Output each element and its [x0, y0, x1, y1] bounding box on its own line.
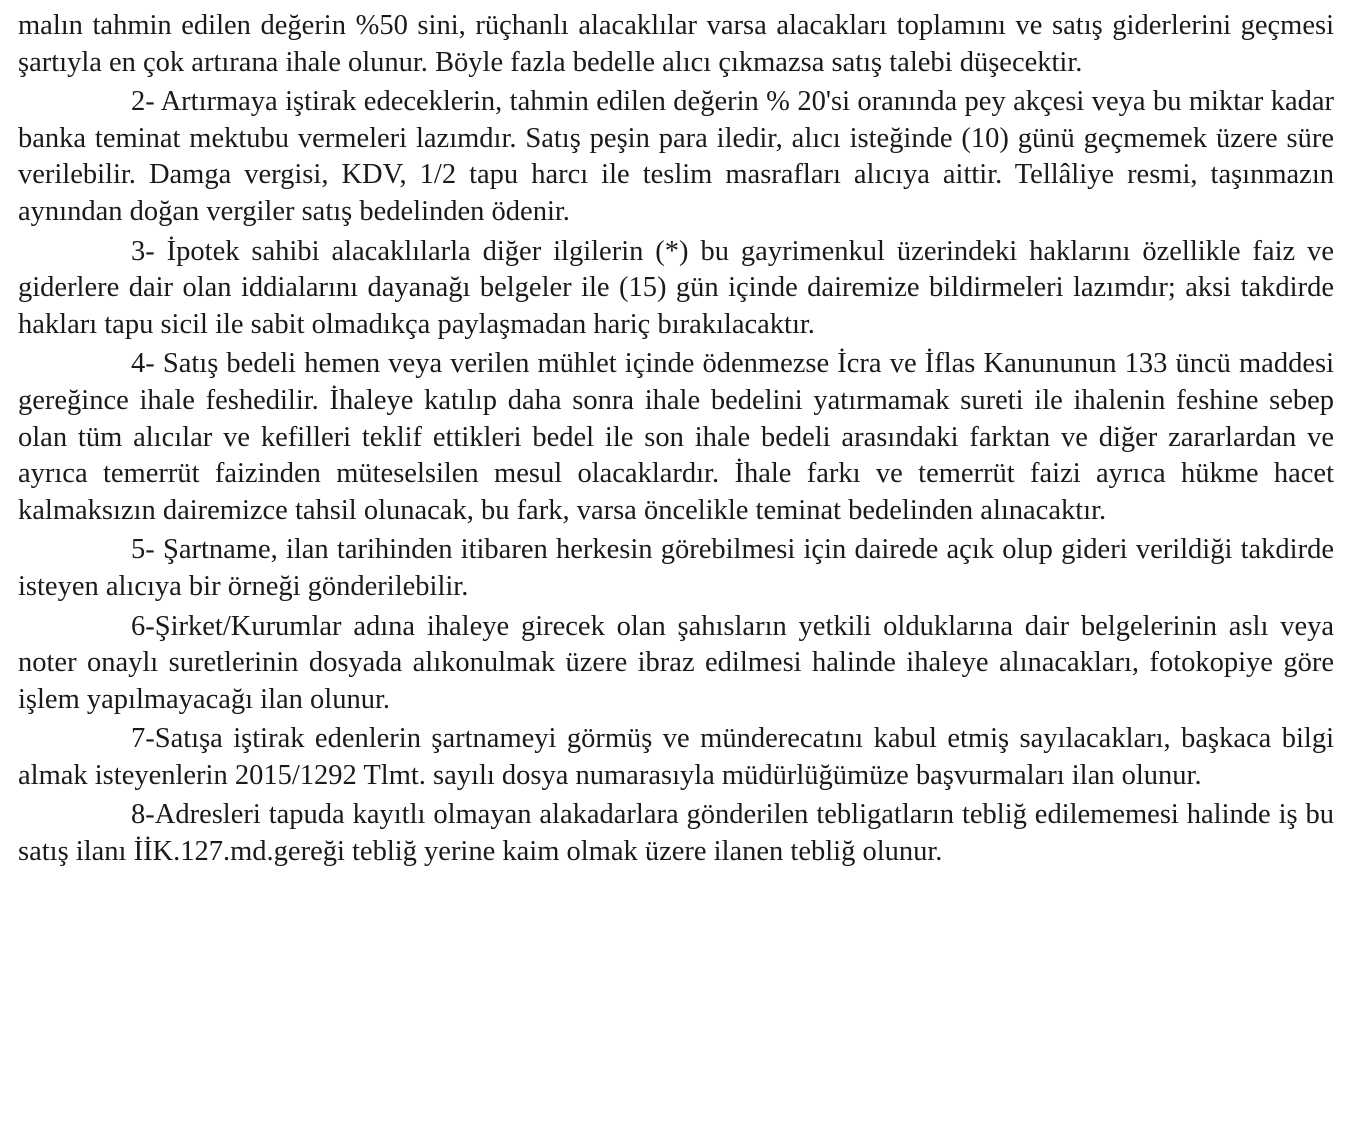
paragraph-item-4: 4- Satış bedeli hemen veya verilen mühlet içinde ödenmezse İcra ve İflas Kanununun 133 üncü maddesi gereğince ihale feshedilir. İhaleye katılıp daha sonra ihale bedelini yatırmamak sureti ile ihalenin feshine sebep olan tüm alıcılar ve kefilleri teklif ettikleri bedel ile son ihale bedeli arasındaki farktan ve diğer zararlardan ve ayrıca temerrüt faizinden müteselsilen mesul olacaklardır. İhale farkı ve temerrüt faizi ayrıca hükme hacet kalmaksızın dairemizce tahsil olunacak, bu fark, varsa öncelikle teminat bedelinden alınacaktır.	[18, 348, 1334, 526]
paragraph-item-7: 7-Satışa iştirak edenlerin şartnameyi görmüş ve münderecatını kabul etmiş sayılacakları, başkaca bilgi almak isteyenlerin 2015/1292 Tlmt. sayılı dosya numarasıyla müdürlüğümüze başvurmaları ilan olunur.	[18, 723, 1334, 791]
paragraph-continuation: malın tahmin edilen değerin %50 sini, rüçhanlı alacaklılar varsa alacakları toplamını ve satış giderlerini geçmesi şartıyla en çok artırana ihale olunur. Böyle fazla bedelle alıcı çıkmazsa satış talebi düşecektir.	[18, 10, 1334, 78]
paragraph-item-8: 8-Adresleri tapuda kayıtlı olmayan alakadarlara gönderilen tebligatların tebliğ edilememesi halinde iş bu satış ilanı İİK.127.md.gereği tebliğ yerine kaim olmak üzere ilanen tebliğ olunur.	[18, 799, 1334, 868]
paragraph-item-2: 2- Artırmaya iştirak edeceklerin, tahmin edilen değerin % 20'si oranında pey akçesi veya bu miktar kadar banka teminat mektubu vermeleri lazımdır. Satış peşin para iledir, alıcı isteğinde (10) günü geçmemek üzere süre verilebilir. Damga vergisi, KDV, 1/2 tapu harcı ile teslim masrafları alıcıya aittir. Tellâliye resmi, taşınmazın aynından doğan vergiler satış bedelinden ödenir.	[18, 86, 1334, 227]
paragraph-item-6: 6-Şirket/Kurumlar adına ihaleye girecek olan şahısların yetkili olduklarına dair belgelerinin aslı veya noter onaylı suretlerinin dosyada alıkonulmak üzere ibraz edilmesi halinde ihaleye alınacakları, fotokopiye göre işlem yapılmayacağı ilan olunur.	[18, 610, 1334, 715]
paragraph-item-5: 5- Şartname, ilan tarihinden itibaren herkesin görebilmesi için dairede açık olup gideri verildiği takdirde isteyen alıcıya bir örneği gönderilebilir.	[18, 534, 1334, 602]
paragraph-item-3: 3- İpotek sahibi alacaklılarla diğer ilgilerin (*) bu gayrimenkul üzerindeki haklarını özellikle faiz ve giderlere dair olan iddialarını dayanağı belgeler ile (15) gün içinde dairemize bildirmeleri lazımdır; aksi takdirde hakları tapu sicil ile sabit olmadıkça paylaşmadan hariç bırakılacaktır.	[18, 235, 1334, 340]
document-page	[18, 8, 1334, 871]
